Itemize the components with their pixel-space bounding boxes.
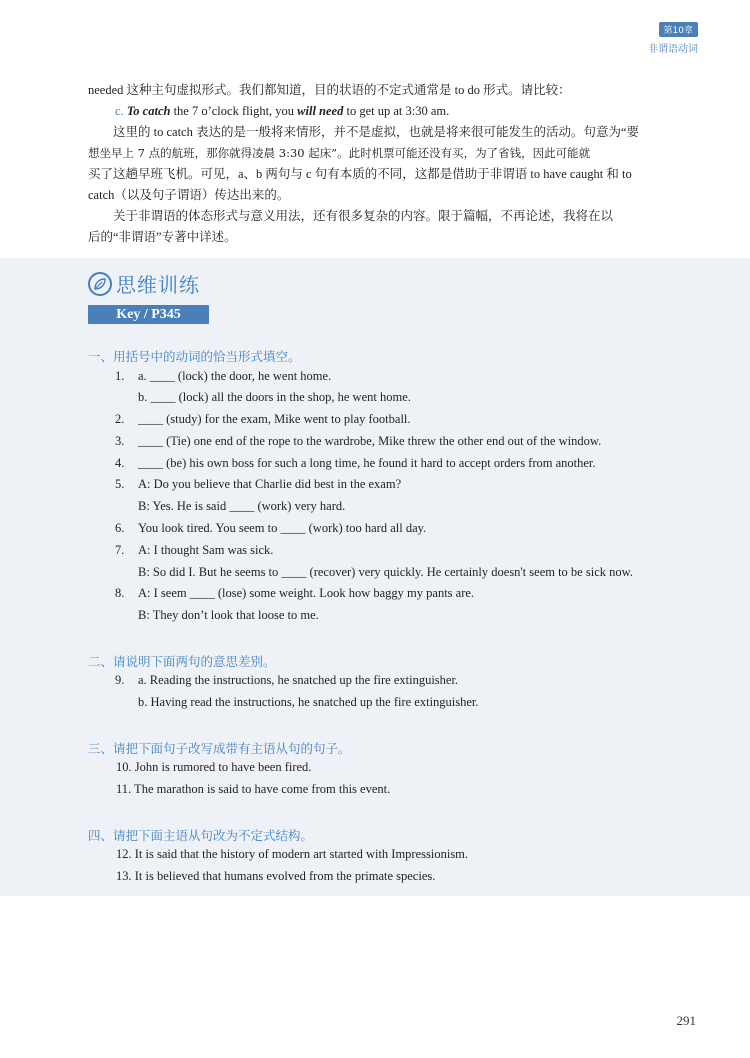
- chapter-badge: 第10章: [659, 22, 698, 37]
- emphasis-to-catch: To catch: [126, 104, 171, 118]
- sentence-text: the 7 o’clock flight, you: [170, 104, 298, 118]
- section-heading: [88, 269, 200, 298]
- item-number: 2.: [115, 412, 125, 426]
- item-text: You look tired. You seem to ____ (work) too hard all day.: [138, 521, 427, 535]
- paragraph-line: 关于非谓语的体态形式与意义用法，还有很多复杂的内容。限于篇幅，不再论述，我将在以: [113, 209, 614, 223]
- group-heading-1: 一、用括号中的动词的恰当形式填空。: [88, 349, 301, 364]
- item-number: 9.: [115, 673, 125, 687]
- item-text: ____ (Tie) one end of the rope to the wardrobe, Mike threw the other end out of the window.: [138, 434, 602, 448]
- item-number: 1.: [115, 369, 125, 383]
- paragraph-line: 后的“非谓语”专著中详述。: [88, 230, 237, 244]
- upper-body-text: [88, 80, 693, 248]
- item-text: A: Do you believe that Charlie did best in the exam?: [138, 477, 402, 491]
- item-text: b. ____ (lock) all the doors in the shop, he went home.: [138, 390, 411, 404]
- group-heading-2: 二、请说明下面两句的意思差别。: [88, 654, 276, 669]
- item-text: ____ (study) for the exam, Mike went to play football.: [138, 412, 411, 426]
- chapter-title: 非谓语动词: [648, 44, 698, 55]
- list-item: 13. It is believed that humans evolved from the primate species.: [116, 869, 436, 883]
- group-heading-3: 三、请把下面句子改写成带有主语从句的句子。: [88, 741, 351, 756]
- item-number: 7.: [115, 543, 125, 557]
- section-title: 思维训练: [116, 273, 200, 297]
- paragraph-line: catch（以及句子谓语）传达出来的。: [88, 188, 290, 202]
- item-number: 5.: [115, 477, 125, 491]
- emphasis-will-need: will need: [297, 104, 344, 118]
- paragraph-line: needed 这种主句虚拟形式。我们都知道，目的状语的不定式通常是 to do 形式。请比较：: [88, 83, 571, 97]
- paragraph-line: 买了这趟早班飞机。可见，a、b 两句与 c 句有本质的不同，这都是借助于非谓语 to have caught 和 to: [88, 167, 632, 181]
- list-item: 12. It is said that the history of modern art started with Impressionism.: [116, 847, 469, 861]
- item-text: b. Having read the instructions, he snatched up the fire extinguisher.: [138, 695, 479, 709]
- group-heading-4: 四、请把下面主语从句改为不定式结构。: [88, 828, 314, 843]
- page-number: 291: [676, 1013, 696, 1028]
- sentence-label: c.: [115, 104, 124, 118]
- item-number: 8.: [115, 586, 125, 600]
- item-number: 3.: [115, 434, 125, 448]
- item-text: a. ____ (lock) the door, he went home.: [138, 369, 332, 383]
- item-text: ____ (be) his own boss for such a long time, he found it hard to accept orders from another.: [138, 456, 596, 470]
- item-text: A: I thought Sam was sick.: [138, 543, 274, 557]
- sentence-text: to get up at 3:30 am.: [343, 104, 450, 118]
- answer-key-badge: Key / P345: [88, 305, 209, 324]
- example-sentence-c: [88, 101, 693, 122]
- item-text: B: So did I. But he seems to ____ (recover) very quickly. He certainly doesn't seem to be sick now.: [138, 565, 633, 579]
- item-number: 6.: [115, 521, 125, 535]
- item-text: B: Yes. He is said ____ (work) very hard.: [138, 499, 346, 513]
- item-text: B: They don’t look that loose to me.: [138, 608, 319, 622]
- item-text: A: I seem ____ (lose) some weight. Look how baggy my pants are.: [138, 586, 475, 600]
- paragraph-line: 想坐早上 7 点的航班，那你就得凌晨 3:30 起床”。此时机票可能还没有买，为了省钱，因此可能就: [88, 146, 591, 160]
- paragraph-line: 这里的 to catch 表达的是一般将来情形，并不是虚拟，也就是将来很可能发生的活动。句意为“要: [113, 125, 640, 139]
- leaf-icon: [88, 272, 112, 296]
- item-number: 4.: [115, 456, 125, 470]
- item-text: a. Reading the instructions, he snatched up the fire extinguisher.: [138, 673, 459, 687]
- list-item: 10. John is rumored to have been fired.: [116, 760, 312, 774]
- list-item: 11. The marathon is said to have come from this event.: [116, 782, 391, 796]
